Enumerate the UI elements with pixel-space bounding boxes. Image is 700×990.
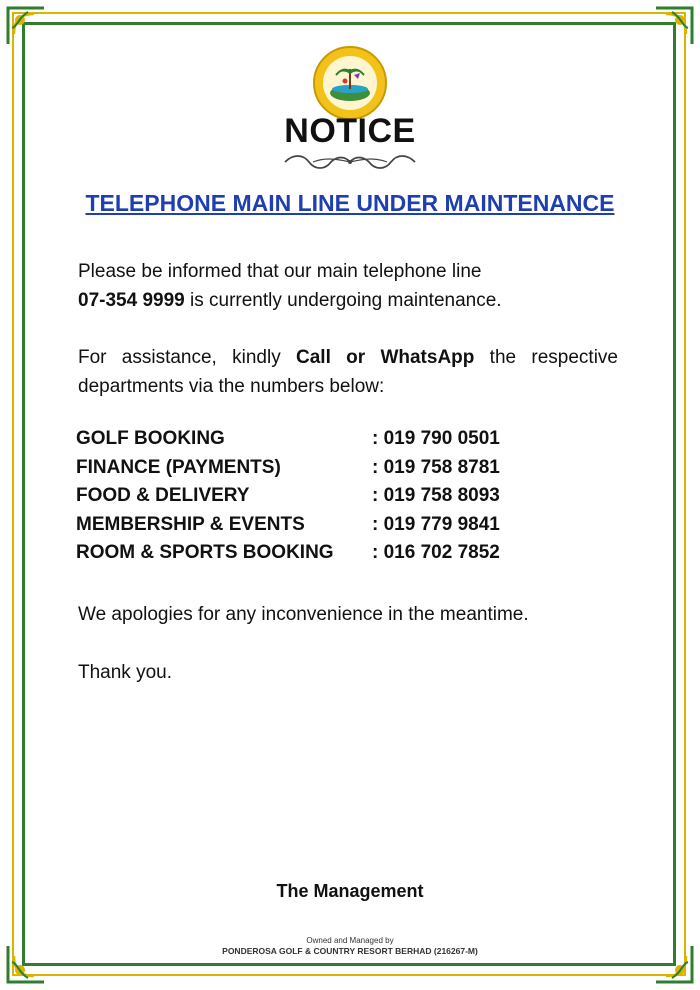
department-name: MEMBERSHIP & EVENTS bbox=[76, 513, 305, 535]
owned-by-text: Owned and Managed by bbox=[306, 936, 394, 945]
department-name: FOOD & DELIVERY bbox=[76, 485, 250, 506]
scroll-divider-icon bbox=[283, 152, 417, 172]
signoff: The Management bbox=[276, 881, 424, 901]
corner-ornament-icon bbox=[652, 4, 696, 48]
main-phone-number: 07-354 9999 bbox=[78, 290, 185, 311]
intro-line2: is currently undergoing maintenance. bbox=[184, 290, 502, 311]
notice-title: NOTICE bbox=[284, 112, 416, 150]
contact-list bbox=[76, 428, 546, 571]
assistance-after: the respective departments via the numbers below: bbox=[78, 347, 618, 397]
headline: TELEPHONE MAIN LINE UNDER MAINTENANCE bbox=[85, 190, 615, 216]
department-number: : 019 758 8093 bbox=[372, 485, 500, 506]
intro-paragraph bbox=[78, 257, 618, 315]
thanks-text: Thank you. bbox=[78, 662, 172, 683]
contact-row bbox=[76, 485, 546, 514]
contact-row bbox=[76, 428, 546, 457]
assistance-emphasis: Call or WhatsApp bbox=[296, 347, 475, 368]
department-number: : 019 779 9841 bbox=[372, 513, 500, 535]
contact-row bbox=[76, 457, 546, 486]
contact-row bbox=[76, 542, 546, 571]
contact-row bbox=[76, 514, 546, 543]
apology-text: We apologies for any inconvenience in the meantime. bbox=[78, 604, 529, 625]
intro-line1: Please be informed that our main telephone line bbox=[78, 261, 482, 282]
corner-ornament-icon bbox=[4, 4, 48, 48]
assistance-before: For assistance, kindly bbox=[78, 347, 297, 368]
company-name: PONDEROSA GOLF & COUNTRY RESORT BERHAD (216267-M) bbox=[222, 946, 478, 956]
department-number: : 019 790 0501 bbox=[372, 428, 500, 449]
department-number: : 019 758 8781 bbox=[372, 456, 500, 478]
department-name: GOLF BOOKING bbox=[76, 428, 225, 449]
department-number: : 016 702 7852 bbox=[372, 542, 500, 563]
department-name: ROOM & SPORTS BOOKING bbox=[76, 542, 334, 563]
ponderosa-logo-icon bbox=[312, 45, 388, 121]
department-name: FINANCE (PAYMENTS) bbox=[76, 456, 281, 478]
assistance-paragraph bbox=[78, 343, 618, 401]
